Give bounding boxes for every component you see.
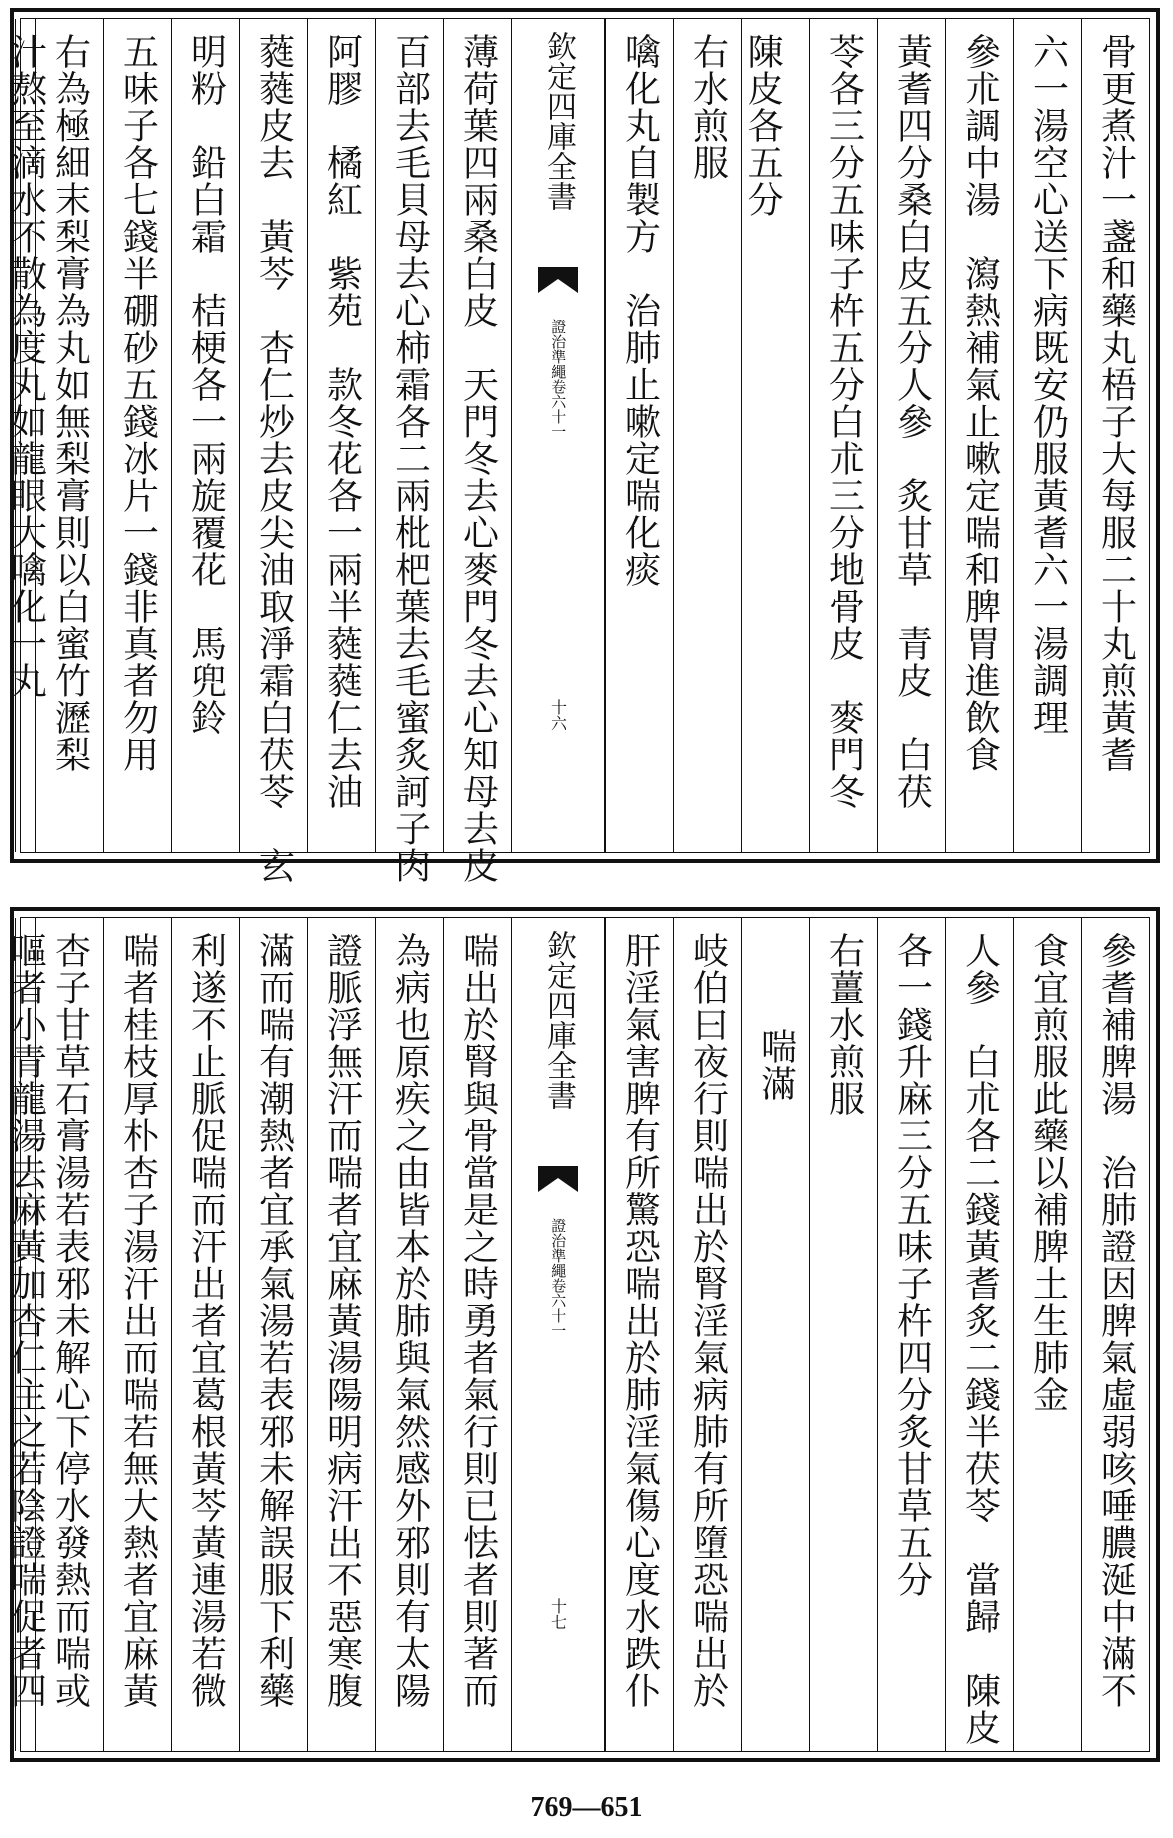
page-gutter [511,918,605,1751]
column-text: 噙化丸自製方 治肺止嗽定喘化痰 [619,33,661,588]
column-text: 右薑水煎服 [823,932,865,1117]
column-text: 百部去毛貝母去心柿霜各二兩枇杷葉去毛蜜炙訶子肉 [389,33,431,884]
text-column [877,19,945,852]
column-text: 滿而喘有潮熱者宜承氣湯若表邪未解誤服下利藥 [253,932,295,1709]
text-column [673,19,741,852]
column-text: 蕤蕤皮去 黃芩 杏仁炒去皮尖油取淨霜白茯苓 玄 [253,33,295,884]
text-column [605,918,673,1751]
folio-number: 十七 [548,1598,568,1630]
column-text: 各一錢升麻三分五味子杵四分炙甘草五分 [891,932,933,1598]
column-text: 汁熬至滴水不散為度丸如龍眼大噙化一丸 [5,33,47,699]
column-text: 喘者桂枝厚朴杏子湯汗出而喘若無大熱者宜麻黃 [117,932,159,1709]
column-text: 岐伯曰夜行則喘出於腎淫氣病肺有所墮恐喘出於 [687,932,729,1709]
section-heading: 喘滿 [755,1028,797,1102]
column-text: 薄荷葉四兩桑白皮 天門冬去心麥門冬去心知母去皮 [457,33,499,884]
column-text: 阿膠 橘紅 紫苑 款冬花各一兩半蕤蕤仁去油 [321,33,363,810]
bottom-page-frame [5,917,1150,1752]
text-column [443,918,511,1751]
top-page-frame [5,18,1150,884]
column-text: 人參 白朮各二錢黃耆炙二錢半茯苓 當歸 陳皮 [959,932,1001,1746]
column-text: 證脈浮無汗而喘者宜麻黃湯陽明病汗出不惡寒腹 [321,932,363,1709]
chapter-label: 證治準繩卷六十一 [549,1218,568,1338]
column-text: 五味子各七錢半硼砂五錢冰片一錢非真者勿用 [117,33,159,773]
text-column [673,918,741,1751]
column-text: 喘出於腎與骨當是之時勇者氣行則已怯者則著而 [457,932,499,1709]
text-column [741,19,809,852]
text-column [171,19,239,852]
page-footer-number: 769—651 [530,1792,643,1823]
column-text: 骨更煮汁一盞和藥丸梧子大每服二十丸煎黃耆 [1095,33,1137,773]
column-text: 黃耆四分桑白皮五分人參 炙甘草 青皮 白茯 [891,33,933,810]
text-column [103,19,171,852]
fish-tail-mark-icon [538,267,578,293]
column-text: 右水煎服 [687,33,729,181]
column-text: 杏子甘草石膏湯若表邪未解心下停水發熱而喘或 [49,932,91,1709]
text-column [5,918,47,1751]
text-column [307,918,375,1751]
page-gutter [511,19,605,852]
text-column [443,19,511,884]
text-column [5,19,47,852]
text-column [375,19,443,884]
text-column [945,918,1013,1751]
column-text: 右為極細末梨膏為丸如無梨膏則以白蜜竹瀝梨 [49,33,91,773]
text-column [307,19,375,852]
chapter-label: 證治準繩卷六十一 [549,319,568,439]
text-column [103,918,171,1751]
text-column [1013,918,1081,1751]
bottom-page [5,907,1160,1762]
column-text: 苓各三分五味子杵五分白朮三分地骨皮 麥門冬 [823,33,865,810]
text-column [239,918,307,1751]
text-column [171,918,239,1751]
text-column [877,918,945,1751]
column-text: 參耆補脾湯 治肺證因脾氣虛弱咳唾膿涎中滿不 [1095,932,1137,1709]
column-text: 為病也原疾之由皆本於肺與氣然感外邪則有太陽 [389,932,431,1709]
column-text: 食宜煎服此藥以補脾土生肺金 [1027,932,1069,1413]
fish-tail-mark-icon [538,1166,578,1192]
book-title: 欽定四庫全書 [541,930,576,1110]
text-column [1081,19,1149,852]
column-text: 明粉 鉛白霜 桔梗各一兩旋覆花 馬兜鈴 [185,33,227,736]
text-column [741,918,809,1751]
column-text: 陳皮各五分 [742,33,784,218]
text-column [809,918,877,1751]
column-text: 肝淫氣害脾有所驚恐喘出於肺淫氣傷心度水跌仆 [619,932,661,1709]
folio-number: 十六 [548,699,568,731]
text-column [1081,918,1149,1751]
top-page [5,8,1160,884]
text-column [605,19,673,852]
text-column [945,19,1013,852]
text-column [809,19,877,852]
column-text: 六一湯空心送下病既安仍服黃耆六一湯調理 [1027,33,1069,736]
text-column [239,19,307,884]
text-column [1013,19,1081,852]
column-text: 利遂不止脈促喘而汗出者宜葛根黃芩黃連湯若微 [185,932,227,1709]
column-text: 參朮調中湯 瀉熱補氣止嗽定喘和脾胃進飲食 [959,33,1001,773]
text-column [375,918,443,1751]
column-text: 嘔者小青龍湯去麻黃加杏仁主之若陰證喘促者四 [5,932,47,1709]
book-title: 欽定四庫全書 [541,31,576,211]
